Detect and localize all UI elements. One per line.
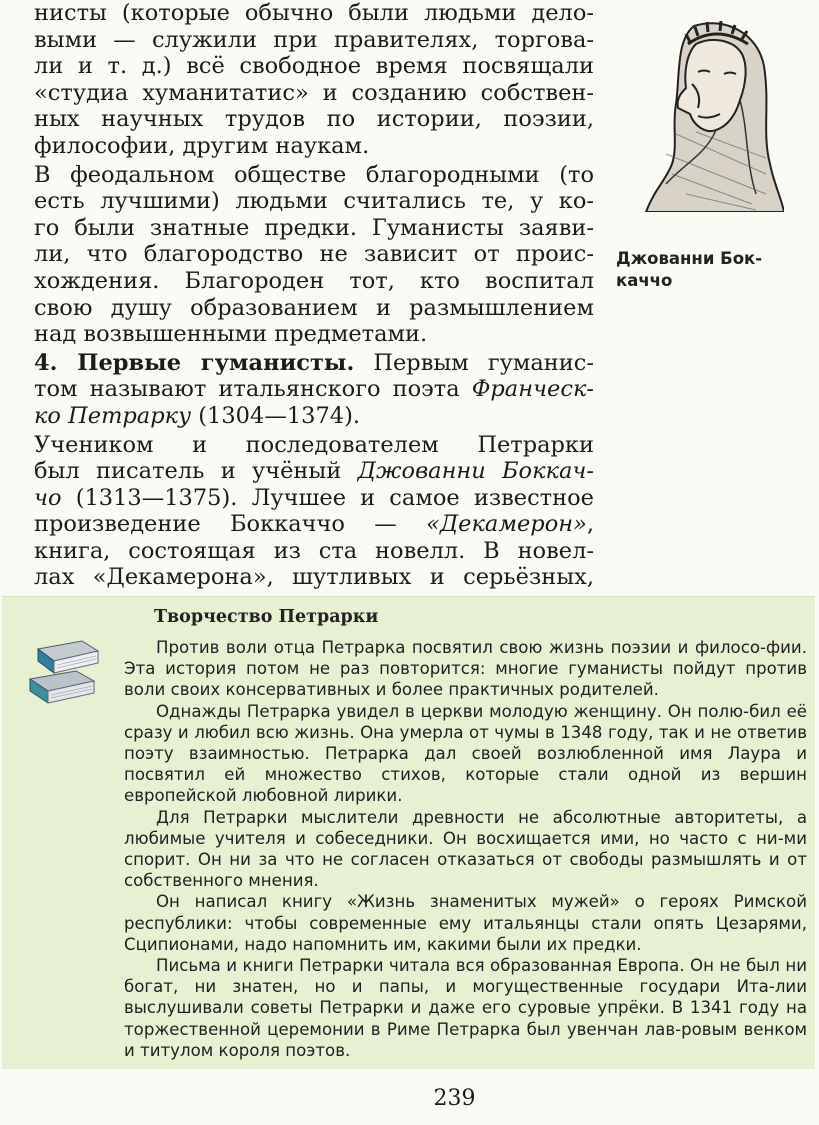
text-line: книга, состоящая из ста новелл. В новел- [34, 537, 594, 564]
info-paragraph: Однажды Петрарка увидел в церкви молодую женщину. Он полю-бил её сразу и любил всю жизнь. Она умерла от чумы в 1348 году, так и не ответив поэту взаимностью. Петрарка дал своей возлюбленной имя Лаура и посвятил ей множество стихов, которые стали одной из вершин европейской любовной лирики. [124, 701, 807, 806]
caption-line: каччо [616, 271, 673, 290]
italic-name: Джованни Боккач- [357, 458, 594, 485]
italic-name: ко Петрарку [34, 402, 192, 429]
text-line: ных научных трудов по истории, поэзии, [34, 106, 594, 133]
info-paragraph: Он написал книгу «Жизнь знаменитых мужей» о героях Римской республики: чтобы современные ему итальянцы стали опять Цезарями, Сципионами, надо напомнить им, какими были их предки. [124, 892, 807, 954]
main-text [34, 0, 594, 591]
text-line: го были знатные предки. Гуманисты заяви- [34, 214, 594, 241]
text-line: философии, другим наукам. [34, 132, 370, 159]
boccaccio-portrait-image [636, 14, 784, 212]
text-line: нисты (которые обычно были людьми дело- [34, 0, 594, 26]
text-line: ли, что благородство не зависит от проис- [34, 241, 594, 268]
text-line: лах «Декамерона», шутливых и серьёзных, [34, 564, 594, 591]
text-fragment: (1313—1375). Лучшее и самое известное [61, 484, 594, 511]
text-line: «студиа хуманитатис» и созданию собствен- [34, 79, 594, 106]
text-line [34, 403, 594, 430]
text-line: свою душу образованием и размышлением [34, 294, 594, 321]
text-line: хождения. Благороден тот, кто воспитал [34, 267, 594, 294]
text-line [34, 458, 594, 485]
info-box [2, 596, 815, 1069]
text-fragment: произведение Боккаччо — [34, 511, 427, 538]
text-line: В феодальном обществе благородными (то [34, 161, 594, 188]
text-line [34, 511, 594, 538]
portrait-caption [616, 248, 806, 292]
text-line: выми — служили при правителях, торгова- [34, 26, 594, 53]
text-fragment: Первым гуманис- [373, 349, 594, 376]
text-fragment: том называют итальянского поэта [34, 376, 472, 403]
text-line: над возвышенными предметами. [34, 321, 428, 348]
text-line [34, 350, 594, 377]
paragraph-1 [34, 0, 594, 160]
paragraph-2 [34, 162, 594, 348]
info-box-title: Творчество Петрарки [154, 607, 379, 627]
text-line [34, 376, 594, 403]
paragraph-3 [34, 350, 594, 430]
info-box-body [124, 637, 807, 1061]
text-line: ли и т. д.) всё свободное время посвящали [34, 53, 594, 80]
paragraph-4 [34, 432, 594, 592]
text-fragment: , [586, 511, 594, 538]
italic-title: «Декамерон» [426, 511, 587, 538]
section-heading: 4. Первые гуманисты. [34, 349, 355, 376]
italic-name: Франческ- [471, 376, 594, 403]
books-icon [24, 635, 100, 707]
caption-line: Джованни Бок- [616, 249, 763, 268]
italic-name: чо [34, 484, 62, 511]
page-number: 239 [433, 1086, 476, 1111]
text-line [34, 485, 594, 512]
text-fragment: (1304—1374). [191, 402, 361, 429]
text-line: Учеником и последователем Петрарки [34, 431, 594, 458]
text-fragment: был писатель и учёный [34, 458, 358, 485]
info-paragraph: Для Петрарки мыслители древности не абсолютные авторитеты, а любимые учителя и собеседники. Он восхищается ими, но часто с ни-ми спорит. Он ни за что не согласен отказаться от свободы размышлять и от собственного мнения. [124, 807, 807, 891]
info-paragraph: Письма и книги Петрарки читала вся образованная Европа. Он не был ни богат, ни знатен, но и папы, и могущественные государи Ита-лии выслушивали советы Петрарки и даже его суровые упрёки. В 1341 году на торжественной церемонии в Риме Петрарка был увенчан лав-ровым венком и титулом короля поэтов. [124, 956, 807, 1060]
info-paragraph: Против воли отца Петрарка посвятил свою жизнь поэзии и филосо-фии. Эта история потом не раз повторится: многие гуманисты пойдут против воли своих консервативных и более практичных родителей. [124, 638, 807, 700]
text-line: есть лучшими) людьми считались те, у ко- [34, 188, 594, 215]
